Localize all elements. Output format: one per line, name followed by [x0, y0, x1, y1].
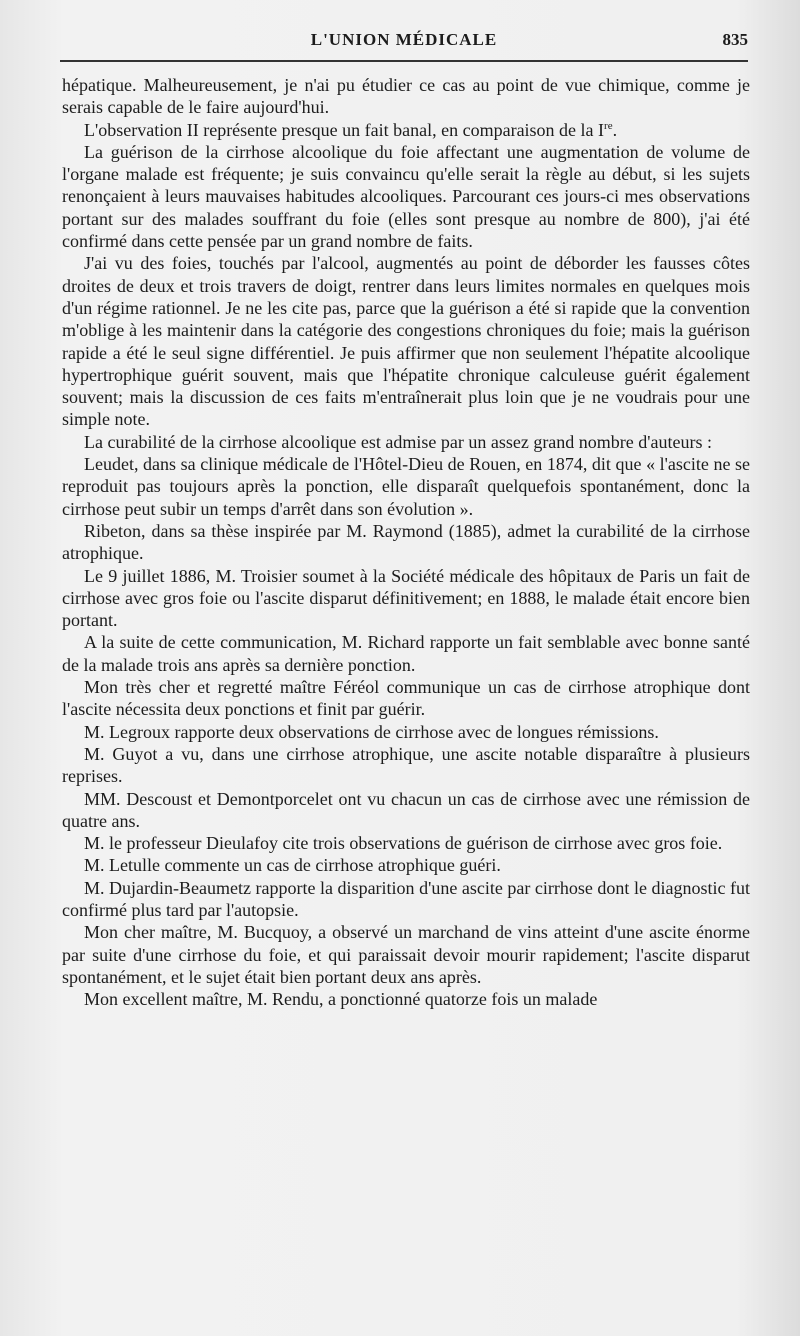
paragraph-text: M. le professeur Dieulafoy cite trois observations de guérison de cirrhose avec gros foie.: [84, 833, 723, 854]
paragraph-text: Mon cher maître, M. Bucquoy, a observé un marchand de vins atteint d'une ascite énorme par suite d'une cirrhose du foie, et qui paraissait devoir mourir rapidement; l'ascite disparut spontanément, et le sujet était bien portant deux ans après.: [62, 922, 750, 987]
paragraph: [62, 832, 750, 854]
paragraph-text: Le 9 juillet 1886, M. Troisier soumet à la Société médicale des hôpitaux de Paris un fait de cirrhose avec gros foie ou l'ascite disparut définitivement; en 1888, le malade était encore bien portant.: [62, 565, 750, 631]
paragraph: [62, 431, 750, 453]
paragraph: [62, 743, 750, 788]
paragraph-text: Mon très cher et regretté maître Féréol communique un cas de cirrhose atrophique dont l'ascite nécessita deux ponctions et finit par guérir.: [62, 677, 750, 720]
paragraph: [62, 453, 750, 520]
paragraph: [62, 988, 750, 1010]
paragraph-tail: .: [612, 119, 618, 140]
paragraph: [62, 877, 750, 922]
paragraph: [62, 631, 750, 676]
paragraph: [62, 921, 750, 988]
paragraph-text: A la suite de cette communication, M. Richard rapporte un fait semblable avec bonne santé de la malade trois ans après sa dernière ponction.: [62, 632, 750, 675]
paragraph: [62, 676, 750, 721]
paragraph-text: J'ai vu des foies, touchés par l'alcool, augmentés au point de déborder les fausses côtes droites de deux et trois travers de doigt, rentrer dans leurs limites normales en quelques mois d'un régime rationnel. Je ne les cite pas, parce que la guérison a été si rapide que la convention m'oblige à les maintenir dans la catégorie des congestions chroniques du foie; mais la guérison rapide a été le seul signe différentiel. Je puis affirmer que non seulement l'hépatite alcoolique hypertrophique guérit souvent, mais que l'hépatite chronique calculeuse guérit également souvent; mais la discussion de ces faits m'entraînerait plus loin que je ne voudrais pour une simple note.: [62, 253, 750, 430]
paragraph: [62, 141, 750, 252]
paragraph: [62, 565, 750, 632]
paragraph: [62, 252, 750, 430]
paragraph-text: hépatique. Malheureusement, je n'ai pu étudier ce cas au point de vue chimique, comme je serais capable de le faire aujourd'hui.: [62, 75, 750, 118]
running-title: L'UNION MÉDICALE: [310, 30, 498, 49]
paragraph-text: La guérison de la cirrhose alcoolique du foie affectant une augmentation de volume de l'organe malade est fréquente; je suis convaincu qu'elle serait la règle au début, si les sujets renonçaient à leurs mauvaises habitudes alcooliques. Parcourant ces jours-ci mes observations portant sur des malades souffrant du foie (elles sont presque au nombre de 800), j'ai été confirmé dans cette pensée par un grand nombre de faits.: [62, 141, 750, 252]
page-number: 835: [722, 30, 748, 49]
paragraph-text: M. Dujardin-Beaumetz rapporte la disparition d'une ascite par cirrhose dont le diagnostic fut confirmé plus tard par l'autopsie.: [62, 877, 750, 920]
superscript: re: [604, 119, 613, 132]
header-rule: [60, 60, 748, 62]
paragraph: [62, 788, 750, 833]
paragraph: [62, 74, 750, 119]
paragraph: [62, 854, 750, 876]
paragraph: [62, 721, 750, 743]
paragraph-text: La curabilité de la cirrhose alcoolique est admise par un assez grand nombre d'auteurs :: [84, 431, 713, 452]
paragraph: [62, 520, 750, 565]
paragraph-text: M. Guyot a vu, dans une cirrhose atrophique, une ascite notable disparaître à plusieurs reprises.: [62, 743, 750, 787]
paragraph-text: M. Legroux rapporte deux observations de cirrhose avec de longues rémissions.: [84, 721, 659, 742]
paragraph-text: M. Letulle commente un cas de cirrhose atrophique guéri.: [84, 855, 501, 876]
paragraph: [62, 119, 750, 141]
body-text: [62, 74, 750, 1010]
page-header: [60, 22, 748, 62]
paragraph-text: Ribeton, dans sa thèse inspirée par M. Raymond (1885), admet la curabilité de la cirrhose atrophique.: [62, 520, 750, 564]
paragraph-text: L'observation II représente presque un fait banal, en comparaison de la I: [84, 119, 605, 140]
paragraph-text: MM. Descoust et Demontporcelet ont vu chacun un cas de cirrhose avec une rémission de quatre ans.: [62, 788, 750, 831]
paragraph-text: Mon excellent maître, M. Rendu, a ponctionné quatorze fois un malade: [84, 989, 598, 1010]
paragraph-text: Leudet, dans sa clinique médicale de l'Hôtel-Dieu de Rouen, en 1874, dit que « l'ascite ne se reproduit pas toujours après la ponction, elle disparaît quelquefois spontanément, donc la cirrhose peut subir un temps d'arrêt dans son évolution ».: [62, 454, 750, 519]
